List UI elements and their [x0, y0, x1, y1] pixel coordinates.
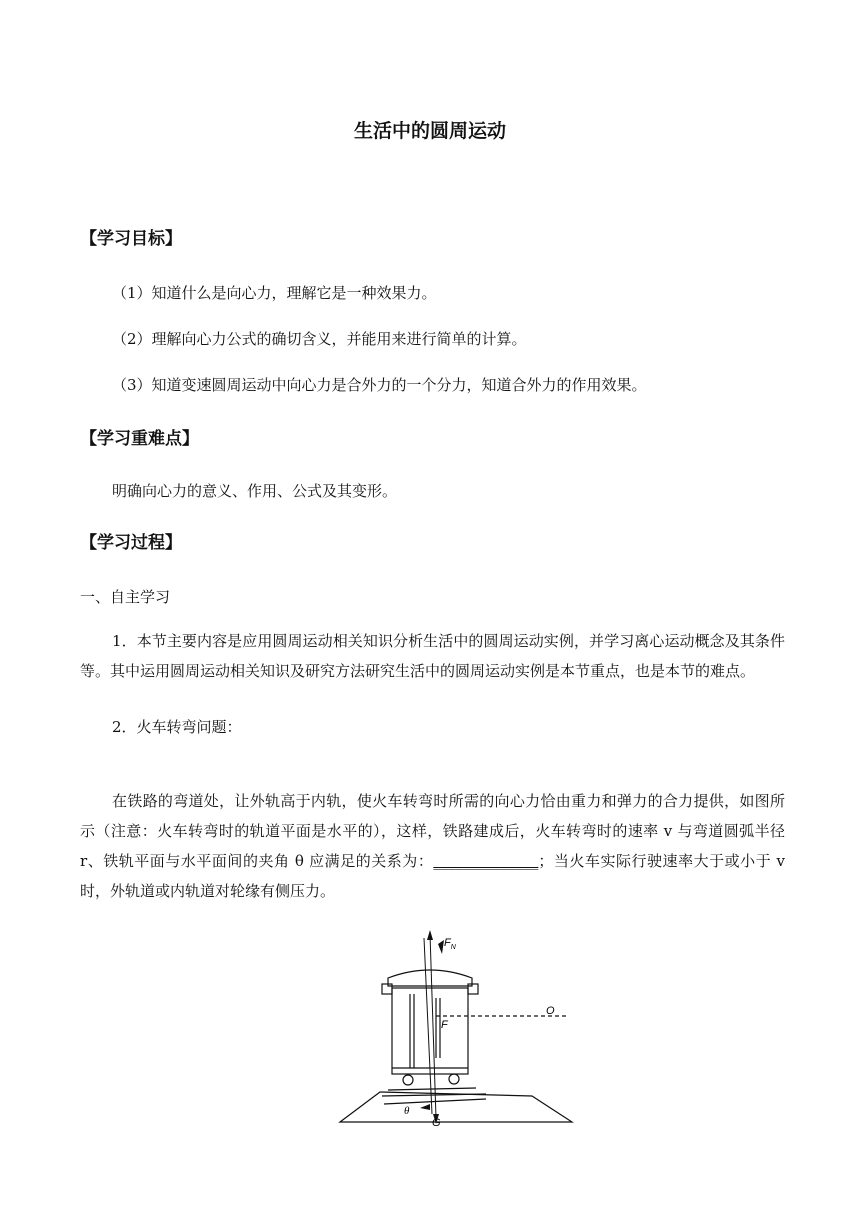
wheel-left: [403, 1075, 413, 1085]
paragraph-1: 1．本节主要内容是应用圆周运动相关知识分析生活中的圆周运动实例，并学习离心运动概念及其条件等。其中运用圆周运动相关知识及研究方法研究生活中的圆周运动实例是本节重点，也是本节的难点。: [80, 632, 785, 680]
self-study-subheading: 一、自主学习: [80, 588, 171, 606]
label-f: F: [441, 1019, 448, 1031]
objective-item-2: （2）理解向心力公式的确切含义，并能用来进行简单的计算。: [112, 330, 527, 348]
track-base: [340, 1092, 572, 1122]
label-g: G: [432, 1117, 441, 1128]
wheel-right: [449, 1074, 459, 1084]
car-roof: [388, 970, 472, 986]
keypoints-heading: 【学习重难点】: [80, 429, 199, 449]
process-heading: 【学习过程】: [80, 533, 182, 553]
objective-item-3: （3）知道变速圆周运动中向心力是合外力的一个分力，知道合外力的作用效果。: [112, 376, 647, 394]
label-fn: $F_N$: [444, 937, 456, 951]
keypoints-text: 明确向心力的意义、作用、公式及其变形。: [112, 482, 398, 500]
normal-force-arrowhead: [427, 930, 433, 940]
paragraph-3: [80, 786, 785, 906]
paragraph-3-text-after: ；当火车实际行驶速率大于或小于 v 时，外轨道或内轨道对轮缘有侧压力。: [80, 852, 785, 900]
objectives-heading: 【学习目标】: [80, 229, 182, 249]
page-title: 生活中的圆周运动: [353, 120, 506, 142]
paragraph-2: 2．火车转弯问题：: [112, 718, 242, 736]
objective-item-1: （1）知道什么是向心力，理解它是一种效果力。: [112, 284, 437, 302]
label-o: O: [546, 1005, 555, 1017]
answer-blank: ______________: [433, 852, 539, 870]
paragraph-3-text-before: 在铁路的弯道处，让外轨高于内轨，使火车转弯时所需的向心力恰由重力和弹力的合力提供，如图所示（注意：火车转弯时的轨道平面是水平的），这样，铁路建成后，火车转弯时的速率 v 与弯道圆弧半径 r、铁轨平面与水平面间的夹角 θ 应满足的关系为：: [80, 792, 785, 870]
label-theta: θ: [404, 1105, 410, 1117]
train-turning-figure: [336, 928, 576, 1128]
